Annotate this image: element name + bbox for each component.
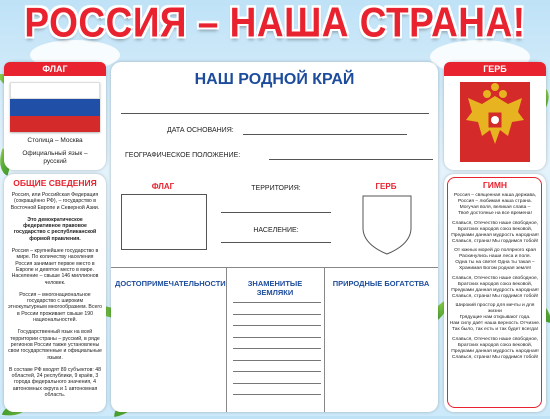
info-paragraph: Это демократическое федеративное правовое государство с республиканской формой правления. [13,216,97,242]
section-divider [111,267,438,268]
anthem-stanza [449,193,541,217]
territory-field[interactable] [221,212,331,213]
writing-line[interactable] [233,394,321,395]
writing-line[interactable] [233,337,321,338]
anthem-stanza [449,221,541,245]
anthem-stanza [449,337,541,361]
info-paragraph: Государственный язык на всей территории страны – русский, в ряде регионов России также установлены свои государственные и официальные языки. [8,329,102,361]
info-paragraph: Россия – многонациональное государство с широким этнокультурным многообразием. Всего в России проживает свыше 190 национальностей. [8,291,103,324]
coat-panel [444,62,546,170]
anthem-line: Так было, так есть и так будет всегда! [451,327,539,332]
anthem-line: От южных морей до полярного края [454,248,536,253]
info-paragraph: Россия, или Российская Федерация (сокращённо РФ), – государство в Восточной Европе и Северной Азии. [10,192,100,211]
column-divider [324,268,325,412]
region-shield-icon[interactable] [361,194,413,256]
anthem-line: Россия – любимая наша страна. [458,199,532,204]
general-info-text [8,192,102,398]
famous-people-lines[interactable] [233,302,321,402]
capital-text: Столица – Москва [27,137,83,144]
geo-position-field[interactable] [269,159,433,160]
anthem-line: Одна ты на свете! Одна ты такая – [455,260,535,265]
anthem-line: Славься, Отечество наше свободное, [451,336,539,342]
anthem-text [449,193,541,364]
writing-line[interactable] [233,325,321,326]
anthem-line: Славься, страна! Мы гордимся тобой! [451,238,539,244]
anthem-line: Грядущие нам открывают года. [459,315,531,320]
home-region-header: НАШ РОДНОЙ КРАЙ [194,71,355,88]
population-label: НАСЕЛЕНИЕ: [253,227,299,234]
population-field[interactable] [221,242,331,243]
region-flag-box[interactable] [121,194,207,250]
general-info-panel [4,174,106,412]
russian-flag-icon [10,82,100,132]
region-coat-label: ГЕРБ [375,182,397,191]
flag-panel [4,62,106,170]
coat-header: ГЕРБ [444,62,546,76]
flag-header: ФЛАГ [4,62,106,76]
founding-date-field[interactable] [243,134,407,135]
info-paragraph: В составе РФ входят 89 субъектов: 48 областей, 24 республики, 9 краёв, 3 города федерального значения, 4 автономных округа и 1 автономная область. [8,366,102,399]
anthem-stanza [449,276,541,300]
home-region-panel [111,62,438,412]
poster-title: РОССИЯ – НАША СТРАНА! [24,0,526,46]
language-text: Официальный язык – русский [22,150,88,165]
anthem-line: Раскинулись наши леса и поля. [459,254,531,259]
anthem-line: Широкий простор для мечты и для жизни [455,303,535,314]
anthem-panel [444,174,546,412]
anthem-line: Россия – священная наша держава, [453,193,537,198]
anthem-header: ГИМН [482,180,508,190]
column-divider [226,268,227,412]
famous-people-label: ЗНАМЕНИТЫЕ ЗЕМЛЯКИ [247,279,303,297]
anthem-line: Славься, страна! Мы гордимся тобой! [451,354,539,360]
writing-line[interactable] [233,348,321,349]
anthem-line: Братских народов союз вековой, [457,281,533,287]
anthem-line: Братских народов союз вековой, [457,226,533,232]
sights-label: ДОСТОПРИМЕЧАТЕЛЬНОСТИ [115,279,226,288]
anthem-line: Твоё достоянье на все времена! [458,211,532,216]
anthem-line: Предками данная мудрость народная! [451,348,539,354]
anthem-line: Могучая воля, великая слава – [459,205,531,210]
general-info-header: ОБЩИЕ СВЕДЕНИЯ [13,178,97,188]
writing-line[interactable] [233,371,321,372]
info-paragraph: Россия – крупнейшее государство в мире. По количеству населения Россия занимает первое место в Европе и девятое место в мире. Население – свыше 146 миллионов человек. [11,248,99,286]
anthem-line: Предками данная мудрость народная! [451,232,539,238]
anthem-line: Братских народов союз вековой, [457,342,533,348]
anthem-line: Славься, Отечество наше свободное, [451,220,539,226]
writing-line[interactable] [233,360,321,361]
anthem-line: Славься, страна! Мы гордимся тобой! [451,293,539,299]
anthem-stanza [449,248,541,272]
anthem-line: Предками данная мудрость народная! [451,287,539,293]
founding-date-label: ДАТА ОСНОВАНИЯ: [167,127,234,134]
anthem-line: Хранимая Богом родная земля! [458,266,531,271]
territory-label: ТЕРРИТОРИЯ: [251,185,301,192]
anthem-line: Славься, Отечество наше свободное, [451,275,539,281]
writing-line[interactable] [233,302,321,303]
coat-of-arms-icon [460,82,530,162]
header-underline [121,113,429,114]
anthem-stanza [449,303,541,333]
writing-line[interactable] [233,383,321,384]
anthem-line: Нам силу даёт наша верность Отчизне. [449,321,541,326]
region-flag-label: ФЛАГ [151,182,175,191]
writing-line[interactable] [233,314,321,315]
resources-label: ПРИРОДНЫЕ БОГАТСТВА [332,279,430,288]
geo-position-label: ГЕОГРАФИЧЕСКОЕ ПОЛОЖЕНИЕ: [125,152,241,159]
